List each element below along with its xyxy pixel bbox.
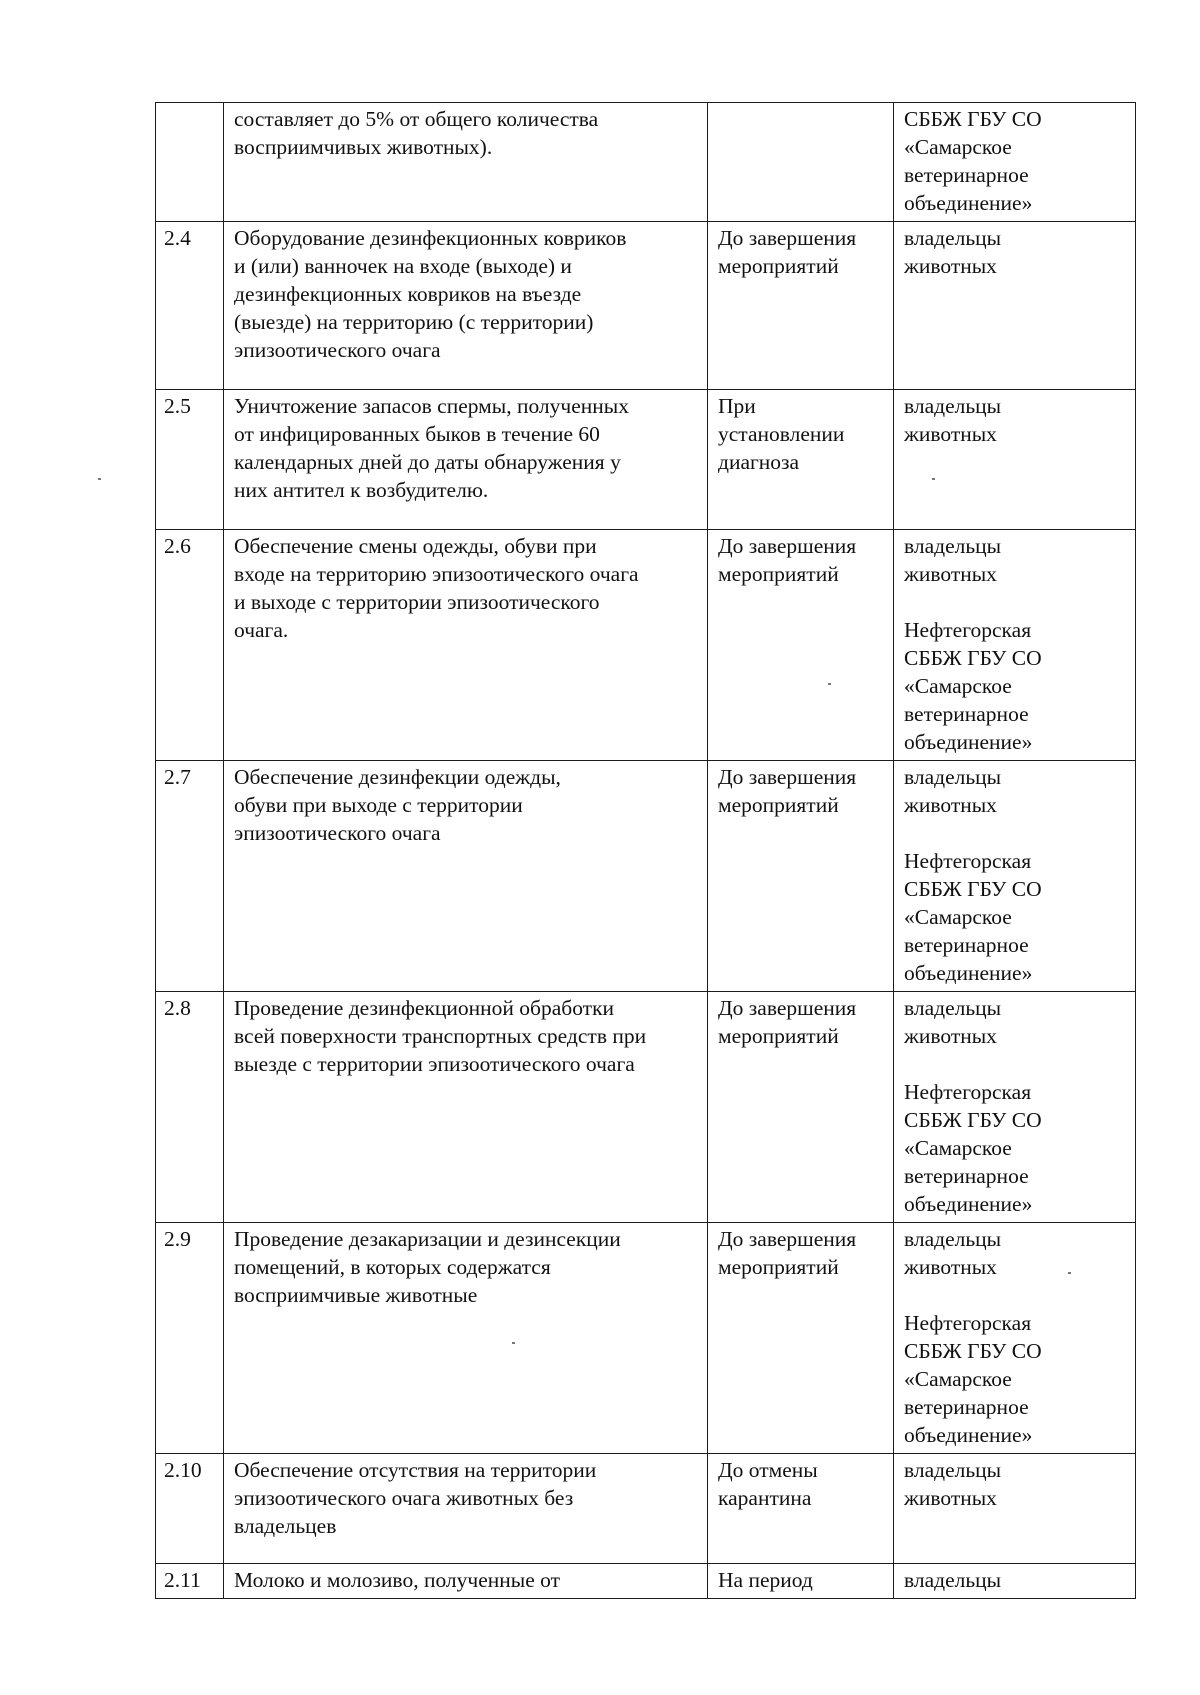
term-text: До завершения мероприятий (708, 222, 894, 390)
term-text: До завершения мероприятий (708, 530, 894, 761)
table-row (156, 761, 1136, 992)
table-row (156, 992, 1136, 1223)
term-text: До отмены карантина (708, 1454, 894, 1564)
measure-text: Молоко и молозиво, полученные от (224, 1564, 708, 1599)
responsible-text: владельцы (894, 1564, 1136, 1599)
responsible-text: владельцы животных Нефтегорская СББЖ ГБУ СО «Самарское ветеринарное объединение» (894, 761, 1136, 992)
scan-speck (98, 478, 101, 480)
measure-text: Уничтожение запасов спермы, полученных от инфицированных быков в течение 60 календарных дней до даты обнаружения у них антител к возбудителю. (224, 390, 708, 530)
table-row (156, 103, 1136, 222)
responsible-text: владельцы животных Нефтегорская СББЖ ГБУ СО «Самарское ветеринарное объединение» (894, 530, 1136, 761)
row-number: 2.9 (156, 1223, 224, 1454)
measure-text: Обеспечение дезинфекции одежды, обуви при выходе с территории эпизоотического очага (224, 761, 708, 992)
term-text: При установлении диагноза (708, 390, 894, 530)
measures-table (155, 102, 1136, 1599)
measure-text: Обеспечение смены одежды, обуви при входе на территорию эпизоотического очага и выходе с территории эпизоотического очага. (224, 530, 708, 761)
measure-text: Проведение дезинфекционной обработки всей поверхности транспортных средств при выезде с территории эпизоотического очага (224, 992, 708, 1223)
row-number: 2.5 (156, 390, 224, 530)
responsible-text: СББЖ ГБУ СО «Самарское ветеринарное объединение» (894, 103, 1136, 222)
table-row (156, 1223, 1136, 1454)
responsible-text: владельцы животных Нефтегорская СББЖ ГБУ СО «Самарское ветеринарное объединение» (894, 1223, 1136, 1454)
term-text (708, 103, 894, 222)
row-number: 2.11 (156, 1564, 224, 1599)
responsible-text: владельцы животных (894, 390, 1136, 530)
measure-text: Обеспечение отсутствия на территории эпизоотического очага животных без владельцев (224, 1454, 708, 1564)
responsible-text: владельцы животных Нефтегорская СББЖ ГБУ СО «Самарское ветеринарное объединение» (894, 992, 1136, 1223)
term-text: До завершения мероприятий (708, 1223, 894, 1454)
row-number (156, 103, 224, 222)
row-number: 2.10 (156, 1454, 224, 1564)
table-row (156, 530, 1136, 761)
measure-text: Оборудование дезинфекционных ковриков и (или) ванночек на входе (выходе) и дезинфекционных ковриков на въезде (выезде) на территорию (с территории) эпизоотического очага (224, 222, 708, 390)
row-number: 2.8 (156, 992, 224, 1223)
measure-text: составляет до 5% от общего количества восприимчивых животных). (224, 103, 708, 222)
responsible-text: владельцы животных (894, 1454, 1136, 1564)
table-row (156, 222, 1136, 390)
measure-text: Проведение дезакаризации и дезинсекции помещений, в которых содержатся восприимчивые животные (224, 1223, 708, 1454)
table-row (156, 1564, 1136, 1599)
row-number: 2.6 (156, 530, 224, 761)
table-row (156, 1454, 1136, 1564)
table-row (156, 390, 1136, 530)
row-number: 2.4 (156, 222, 224, 390)
responsible-text: владельцы животных (894, 222, 1136, 390)
term-text: До завершения мероприятий (708, 992, 894, 1223)
term-text: На период (708, 1564, 894, 1599)
row-number: 2.7 (156, 761, 224, 992)
term-text: До завершения мероприятий (708, 761, 894, 992)
